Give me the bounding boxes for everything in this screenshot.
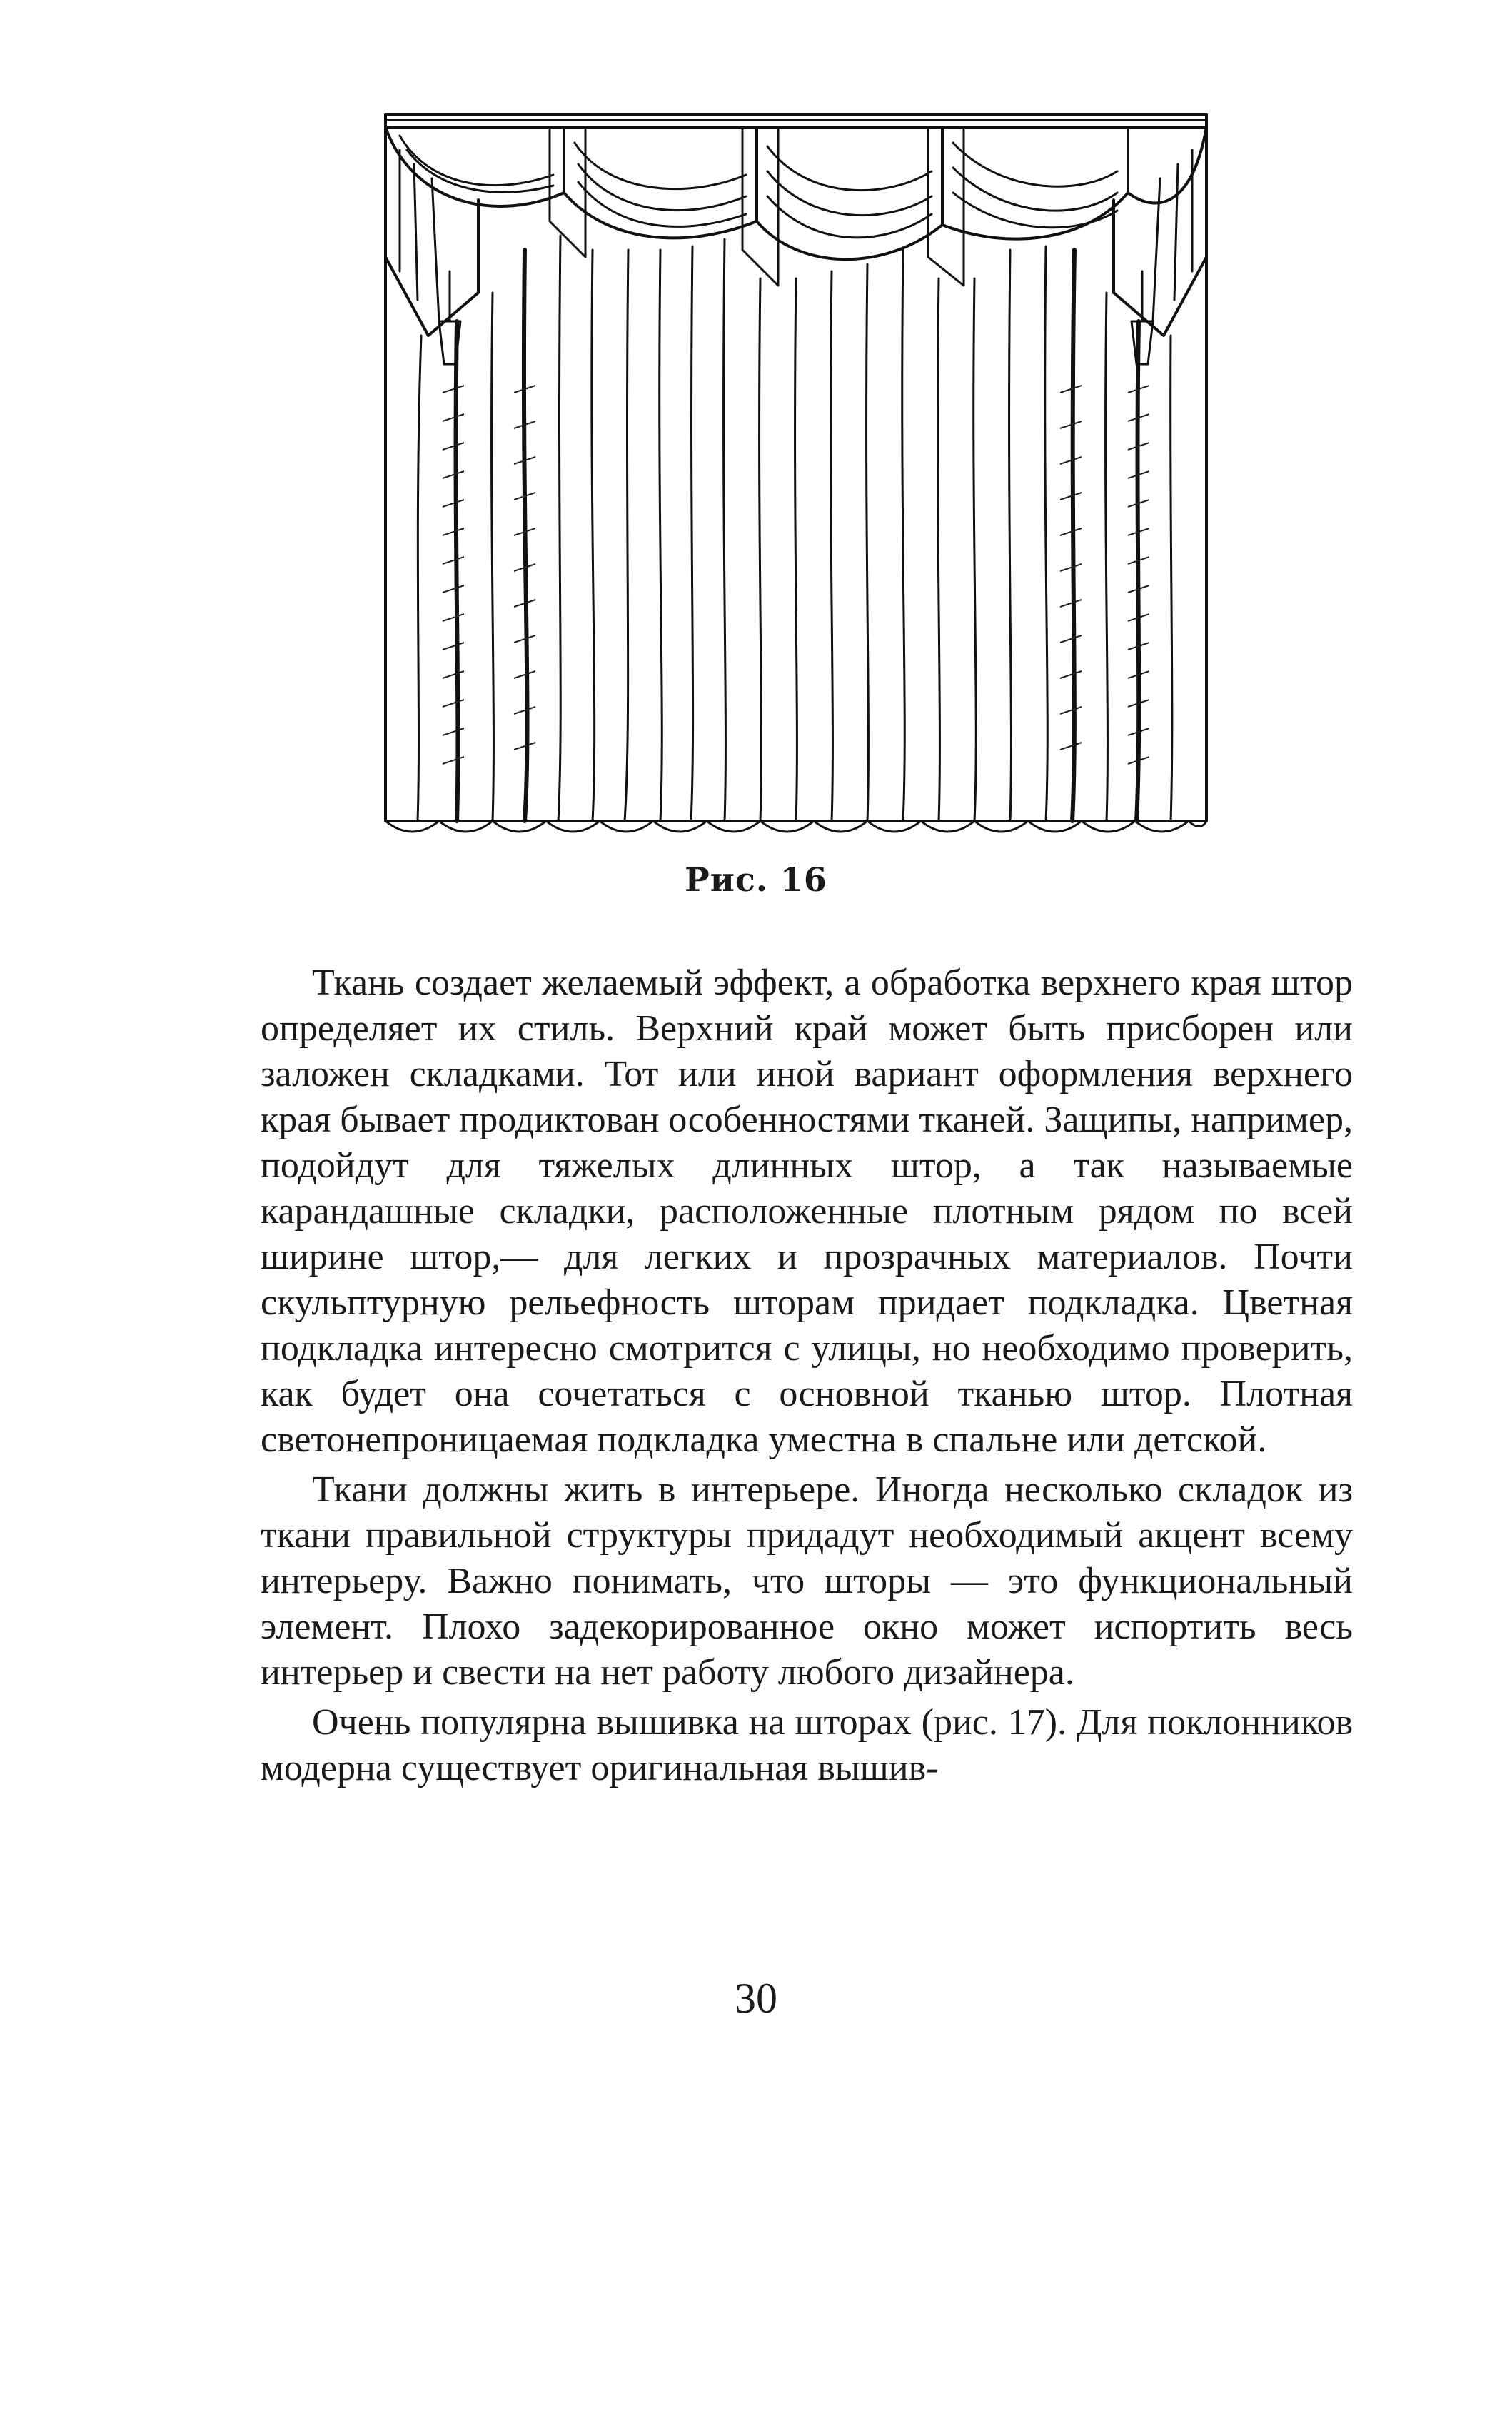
curtain-illustration [371, 107, 1221, 842]
figure-caption: Рис. 16 [685, 860, 827, 899]
page-number: 30 [735, 1975, 777, 2022]
paragraph: Ткань создает желаемый эффект, а обработка верхнего края штор определяет их стиль. Верхний край может быть присборен или заложен складками. Тот или иной вариант оформления верхнего края бывает продиктован особенностями тканей. Защипы, например, подойдут для тяжелых длинных штор, а так называемые карандашные складки, расположенные плотным рядом по всей ширине штор,— для легких и прозрачных материалов. Почти скульптурную рельефность шторам придает подкладка. Цветная подкладка интересно смотрится с улицы, но необходимо проверить, как будет она сочетаться с основной тканью штор. Плотная светонепроницаемая подкладка уместна в спальне или детской. [261, 962, 1354, 1460]
body-text [261, 960, 1353, 1796]
curtain-drawing [371, 107, 1221, 842]
paragraph: Очень популярна вышивка на шторах (рис. 17). Для поклонников модерна существует оригинальная вышив- [261, 1702, 1353, 1788]
paragraph: Ткани должны жить в интерьере. Иногда несколько складок из ткани правильной структуры придадут необходимый акцент всему интерьеру. Важно понимать, что шторы — это функциональный элемент. Плохо задекорированное окно может испортить весь интерьер и свести на нет работу любого дизайнера. [261, 1469, 1353, 1693]
